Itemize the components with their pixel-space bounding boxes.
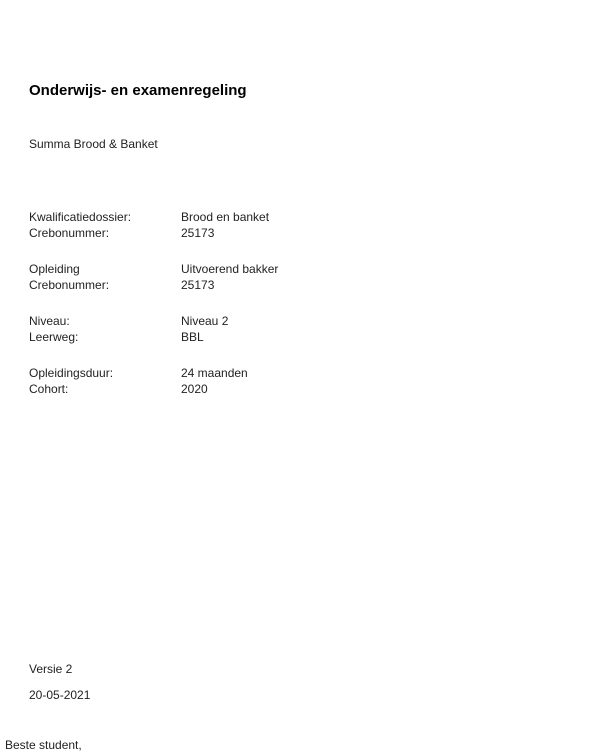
info-row [29,278,429,294]
info-value: 24 maanden [181,366,248,380]
info-value: 2020 [181,381,208,396]
info-group-opleidingsduur [29,366,429,397]
organization-name: Summa Brood & Banket [29,137,158,151]
info-label: Crebonummer: [29,225,110,240]
info-label: Kwalificatiedossier: [29,210,132,224]
info-label: Opleidingsduur: [29,366,114,380]
info-value: Uitvoerend bakker [181,262,279,276]
info-value: 25173 [181,277,215,292]
info-label: Cohort: [29,381,69,396]
info-label: Crebonummer: [29,277,110,292]
greeting-text: Beste student, [5,738,82,752]
info-group-kwalificatie [29,210,429,241]
info-label: Niveau: [29,314,70,328]
info-row [29,366,429,382]
info-group-niveau [29,314,429,345]
info-row [29,226,429,242]
info-value: 25173 [181,225,215,240]
info-row [29,330,429,346]
document-version: Versie 2 [29,662,73,676]
info-row [29,262,429,278]
info-row [29,382,429,398]
info-row [29,314,429,330]
info-label: Leerweg: [29,329,79,344]
info-row [29,210,429,226]
info-value: Brood en banket [181,210,270,224]
info-label: Opleiding [29,262,80,276]
info-value: Niveau 2 [181,314,229,328]
document-date: 20-05-2021 [29,688,91,702]
info-group-opleiding [29,262,429,293]
page-title: Onderwijs- en examenregeling [29,82,247,99]
info-value: BBL [181,329,204,344]
